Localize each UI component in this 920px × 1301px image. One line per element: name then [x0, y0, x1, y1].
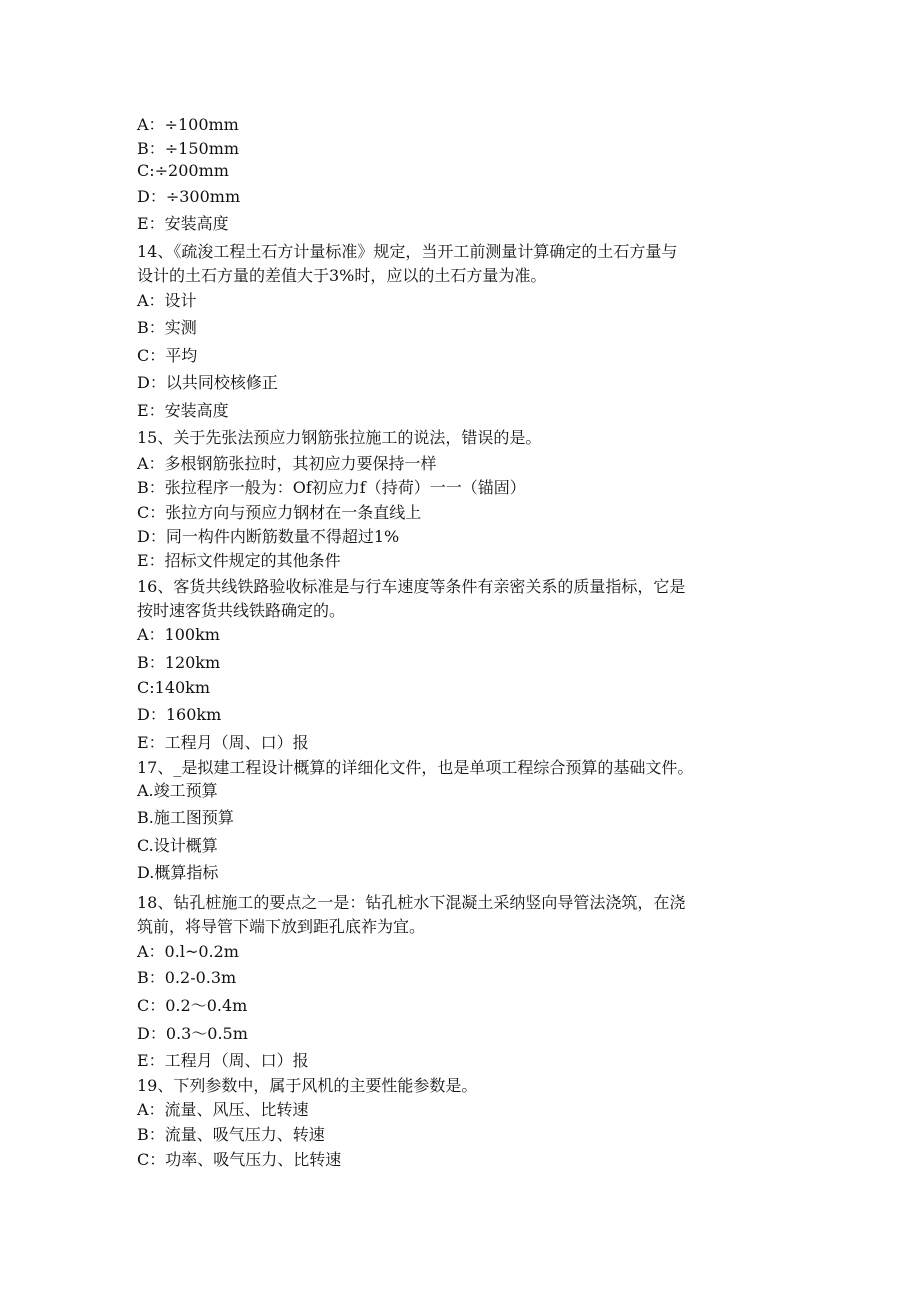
text-line: E：安装高度	[137, 214, 229, 233]
text-line: 17、_是拟建工程设计概算的详细化文件，也是单项工程综合预算的基础文件。	[137, 758, 694, 777]
text-line: 18、钻孔桩施工的要点之一是：钻孔桩水下混凝土采纳竖向导管法浇筑，在浇	[137, 893, 686, 912]
text-line: B.施工图预算	[137, 808, 234, 827]
text-line: 筑前，将导管下端下放到距孔底祚为宜。	[137, 917, 426, 936]
text-line: D：以共同校核修正	[137, 373, 278, 392]
text-line: A：流量、风压、比转速	[137, 1100, 309, 1119]
text-line: B：张拉程序一般为：Of初应力f（持荷）一一（锚固）	[137, 478, 526, 497]
text-line: 19、下列参数中，属于风机的主要性能参数是。	[137, 1076, 478, 1095]
text-line: D.概算指标	[137, 863, 219, 882]
text-line: 14、《疏浚工程土石方计量标准》规定，当开工前测量计算确定的土石方量与	[137, 242, 678, 261]
text-line: B：流量、吸气压力、转速	[137, 1125, 325, 1144]
text-line: A.竣工预算	[137, 781, 218, 800]
text-line: C:÷200mm	[137, 161, 229, 180]
text-line: B：÷150mm	[137, 139, 240, 158]
text-line: E：招标文件规定的其他条件	[137, 551, 341, 570]
text-line: B：120km	[137, 653, 221, 672]
text-line: E：工程月（周、口）报	[137, 733, 309, 752]
text-line: C.设计概算	[137, 836, 218, 855]
text-line: 按时速客货共线铁路确定的。	[137, 601, 346, 620]
text-line: C：0.2～0.4m	[137, 996, 248, 1015]
text-line: D：160km	[137, 705, 222, 724]
text-line: E：安装高度	[137, 401, 229, 420]
text-line: D：0.3～0.5m	[137, 1024, 248, 1043]
text-line: C:140km	[137, 678, 211, 697]
text-line: E：工程月（周、口）报	[137, 1051, 309, 1070]
text-line: C：平均	[137, 346, 198, 365]
text-line: C：张拉方向与预应力钢材在一条直线上	[137, 503, 422, 522]
text-line: B：实测	[137, 318, 197, 337]
text-line: A：设计	[137, 291, 197, 310]
text-line: 16、客货共线铁路验收标准是与行车速度等条件有亲密关系的质量指标，它是	[137, 577, 686, 596]
text-line: A：多根钢筋张拉时，其初应力要保持一样	[137, 454, 437, 473]
text-line: 15、关于先张法预应力钢筋张拉施工的说法，错误的是。	[137, 428, 542, 447]
text-line: B：0.2-0.3m	[137, 968, 237, 987]
text-line: D：÷300mm	[137, 187, 241, 206]
text-line: 设计的土石方量的差值大于3%时，应以的土石方量为准。	[137, 266, 547, 285]
text-line: A：100km	[137, 625, 220, 644]
text-line: C：功率、吸气压力、比转速	[137, 1150, 342, 1169]
text-line: A：0.l~0.2m	[137, 942, 239, 961]
text-line: D：同一构件内断筋数量不得超过1%	[137, 527, 400, 546]
text-line: A：÷100mm	[137, 115, 239, 134]
